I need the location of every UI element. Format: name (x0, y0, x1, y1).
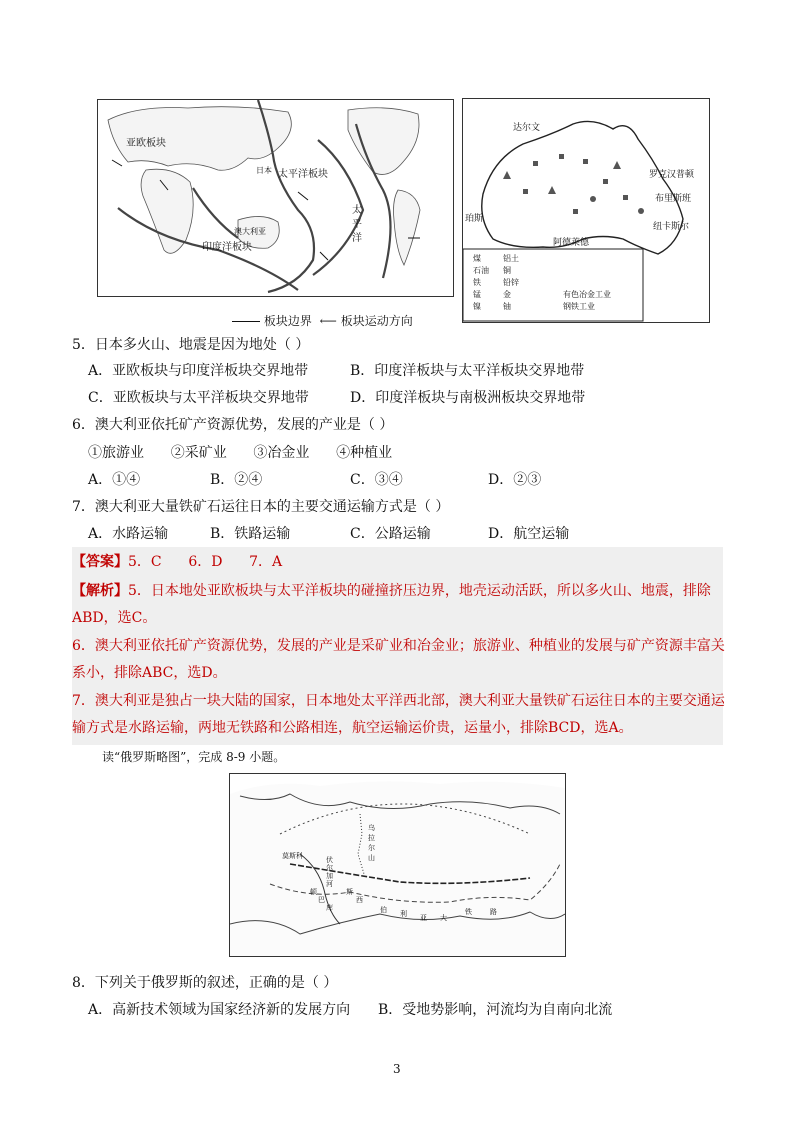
legend-arrow-icon: ⟵ (319, 314, 337, 328)
plate-boundary-5 (193, 188, 238, 238)
q5-option-d[interactable]: D．印度洋板块与南极洲板块交界地带 (350, 390, 586, 406)
q8-stem: 8．下列关于俄罗斯的叙述，正确的是（ ） (72, 975, 338, 991)
australia-map (462, 98, 710, 323)
legend-lead-zinc: 铅锌 (503, 278, 519, 287)
legend-manganese: 锰 (473, 290, 481, 299)
mineral-icon (638, 208, 644, 214)
mineral-icon (559, 154, 564, 159)
q5-option-b[interactable]: B．印度洋板块与太平洋板块交界地带 (350, 363, 585, 379)
q6-stem: 6．澳大利亚依托矿产资源优势，发展的产业是（ ） (72, 417, 394, 433)
page-number: 3 (393, 1062, 401, 1076)
analysis-line-5: 7．澳大利亚是独占一块大陆的国家，日本地处太平洋西北部，澳大利亚大量铁矿石运往日本的主要交通运 (72, 693, 725, 709)
plate-map-legend (232, 312, 413, 329)
q5-option-c[interactable]: C．亚欧板块与太平洋板块交界地带 (88, 390, 309, 406)
label-indian-plate: 印度洋板块 (202, 242, 252, 253)
label-ru-5: 顿 (310, 888, 317, 896)
legend-bauxite: 铝土 (503, 254, 519, 263)
label-ru-12: 亚 (420, 914, 427, 922)
mineral-icon (590, 196, 596, 202)
russia-map (229, 773, 566, 957)
label-ru-11: 利 (400, 910, 407, 918)
mineral-icon (573, 209, 578, 214)
q7-option-b[interactable]: B．铁路运输 (210, 526, 291, 542)
label-pacific-plate: 太平洋板块 (278, 169, 328, 180)
legend-direction-label: 板块运动方向 (340, 314, 413, 328)
arrow-icon (320, 252, 328, 260)
label-pacific-2: 平 (352, 219, 362, 230)
label-ru-15: 路 (490, 908, 497, 916)
city-adelaide: 阿德莱德 (553, 238, 590, 248)
q5-option-a[interactable]: A．亚欧板块与印度洋板块交界地带 (88, 363, 309, 379)
label-ru-3: 加 (326, 872, 333, 880)
label-ru-2: 尔 (326, 864, 333, 872)
label-ru-9: 西 (356, 896, 363, 904)
intro-text: 读“俄罗斯略图”，完成 8-9 小题。 (102, 750, 286, 764)
label-ru-7: 库 (326, 904, 333, 912)
analysis-line-1 (72, 581, 711, 601)
mineral-icon (603, 179, 608, 184)
legend-nonferrous: 有色冶金工业 (563, 290, 611, 299)
russia-map-svg (230, 774, 565, 956)
q6-option-c[interactable]: C．③④ (350, 472, 403, 488)
legend-iron: 铁 (473, 278, 481, 287)
answer-tag: 【答案】 (72, 554, 128, 570)
landmass-africa (141, 169, 193, 253)
legend-nickel: 镍 (473, 302, 481, 311)
landmass-north-america (348, 108, 419, 175)
label-ru-1: 伏 (326, 856, 333, 864)
city-perth: 珀斯 (465, 214, 484, 224)
q5-stem: 5．日本多火山、地震是因为地处（ ） (72, 337, 310, 353)
label-ru-16: 乌 (368, 824, 375, 832)
landmass-south-america (394, 190, 421, 265)
label-ru-10: 伯 (380, 906, 387, 914)
australia-map-svg (463, 99, 709, 322)
q7-option-d[interactable]: D．航空运输 (488, 526, 570, 542)
analysis-line-6: 输方式是水路运输，两地无铁路和公路相连，航空运输运价贵，运量小，排除BCD，选A。 (72, 720, 633, 736)
analysis-tag: 【解析】 (72, 583, 128, 599)
label-ru-8: 斯 (346, 888, 353, 896)
q8-option-b[interactable]: B．受地势影响，河流均为自南向北流 (378, 1002, 613, 1018)
analysis-line-4: 系小，排除ABC，选D。 (72, 665, 227, 681)
legend-gold: 金 (503, 290, 511, 299)
label-ru-19: 山 (368, 854, 375, 862)
analysis-text-1: 5．日本地处亚欧板块与太平洋板块的碰撞挤压边界，地壳运动活跃，所以多火山、地震，排除 (128, 583, 711, 599)
city-brisbane: 布里斯班 (655, 194, 692, 204)
arrow-icon (112, 160, 122, 166)
label-pacific-3: 洋 (352, 233, 362, 244)
label-japan: 日本 (256, 166, 272, 175)
legend-uranium: 铀 (503, 302, 511, 311)
legend-coal: 煤 (473, 254, 481, 263)
legend-steel: 钢铁工业 (563, 302, 595, 311)
mineral-icon (623, 195, 628, 200)
q7-option-a[interactable]: A．水路运输 (88, 526, 169, 542)
legend-oil: 石油 (473, 266, 489, 275)
q6-option-a[interactable]: A．①④ (88, 472, 141, 488)
q6-items: ①旅游业 ②采矿业 ③冶金业 ④种植业 (88, 445, 393, 461)
label-australia: 澳大利亚 (234, 227, 266, 236)
answer-line (72, 552, 282, 572)
arrow-icon (298, 192, 308, 200)
plate-map (97, 99, 454, 297)
analysis-line-3: 6．澳大利亚依托矿产资源优势，发展的产业是采矿业和冶金业；旅游业、种植业的发展与矿产资源丰富关 (72, 638, 725, 654)
legend-copper: 铜 (503, 266, 511, 275)
mineral-icon (523, 189, 528, 194)
label-pacific-1: 太 (352, 205, 362, 216)
label-ru-14: 铁 (465, 908, 472, 916)
label-ru-13: 大 (440, 914, 447, 922)
label-moscow: 莫斯科 (282, 852, 303, 860)
label-ru-17: 拉 (368, 834, 375, 842)
city-newcastle: 纽卡斯尔 (653, 222, 690, 232)
q6-option-b[interactable]: B．②④ (210, 472, 263, 488)
q7-option-c[interactable]: C．公路运输 (350, 526, 431, 542)
label-ru-4: 河 (326, 880, 333, 888)
legend-boundary-line (232, 321, 260, 322)
city-rockhampton: 罗克汉普顿 (649, 170, 695, 180)
mineral-icon (533, 161, 538, 166)
australia-outline (482, 121, 683, 254)
answer-text: 5．C 6．D 7．A (128, 554, 283, 570)
city-darwin: 达尔文 (513, 123, 541, 133)
label-ru-6: 巴 (318, 896, 325, 904)
plate-map-svg (98, 100, 453, 296)
mineral-icon (583, 159, 588, 164)
label-ru-18: 尔 (368, 844, 375, 852)
analysis-line-2: ABD，选C。 (72, 610, 157, 626)
q6-option-d[interactable]: D．②③ (488, 472, 542, 488)
q7-stem: 7．澳大利亚大量铁矿石运往日本的主要交通运输方式是（ ） (72, 499, 450, 515)
legend-boundary-label: 板块边界 (263, 314, 312, 328)
q8-option-a[interactable]: A．高新技术领域为国家经济新的发展方向 (88, 1002, 351, 1018)
label-eurasian-plate: 亚欧板块 (126, 138, 166, 149)
